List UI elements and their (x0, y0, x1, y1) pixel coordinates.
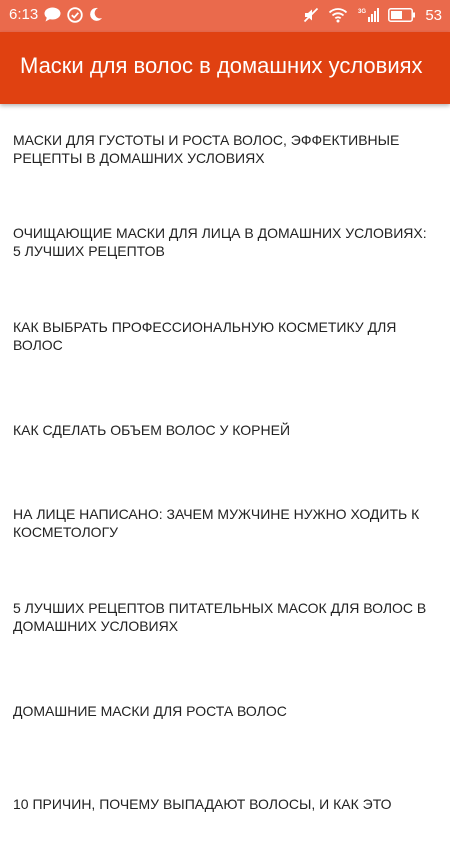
article-title: МАСКИ ДЛЯ ГУСТОТЫ И РОСТА ВОЛОС, ЭФФЕКТИВНЫЕ РЕЦЕПТЫ В ДОМАШНИХ УСЛОВИЯХ (13, 132, 400, 166)
article-title: 10 ПРИЧИН, ПОЧЕМУ ВЫПАДАЮТ ВОЛОСЫ, И КАК ЭТО (13, 796, 392, 812)
list-item[interactable] (0, 104, 450, 194)
list-item[interactable] (0, 197, 450, 287)
article-title: ДОМАШНИЕ МАСКИ ДЛЯ РОСТА ВОЛОС (13, 703, 287, 719)
clock: 6:13 (9, 6, 39, 23)
article-title: КАК ВЫБРАТЬ ПРОФЕССИОНАЛЬНУЮ КОСМЕТИКУ ДЛЯ ВОЛОС (13, 319, 397, 353)
article-title: 5 ЛУЧШИХ РЕЦЕПТОВ ПИТАТЕЛЬНЫХ МАСОК ДЛЯ ВОЛОС В ДОМАШНИХ УСЛОВИЯХ (13, 600, 427, 634)
list-item[interactable] (0, 759, 450, 849)
battery-percent: 53 (425, 6, 442, 24)
app-bar (0, 32, 450, 104)
check-circle-icon (67, 7, 83, 23)
mute-icon (303, 7, 319, 23)
app-title: Маски для волос в домашних условиях (20, 53, 423, 78)
list-item[interactable] (0, 572, 450, 662)
list-item[interactable] (0, 478, 450, 568)
article-title: НА ЛИЦЕ НАПИСАНО: ЗАЧЕМ МУЖЧИНЕ НУЖНО ХОДИТЬ К КОСМЕТОЛОГУ (13, 506, 420, 540)
cellular-signal-icon (357, 6, 379, 24)
moon-icon (89, 7, 103, 22)
list-item[interactable] (0, 291, 450, 381)
list-item[interactable] (0, 385, 450, 475)
list-item[interactable] (0, 666, 450, 756)
article-title: КАК СДЕЛАТЬ ОБЪЕМ ВОЛОС У КОРНЕЙ (13, 422, 291, 438)
battery-icon (388, 8, 416, 22)
status-left (9, 6, 103, 23)
status-bar (0, 0, 450, 32)
status-right (303, 6, 442, 24)
chat-icon (44, 7, 61, 22)
svg-text:3G: 3G (358, 9, 367, 15)
article-title: ОЧИЩАЮЩИЕ МАСКИ ДЛЯ ЛИЦА В ДОМАШНИХ УСЛОВИЯХ: 5 ЛУЧШИХ РЕЦЕПТОВ (13, 225, 427, 259)
article-list[interactable] (0, 104, 450, 812)
wifi-icon (328, 7, 348, 23)
